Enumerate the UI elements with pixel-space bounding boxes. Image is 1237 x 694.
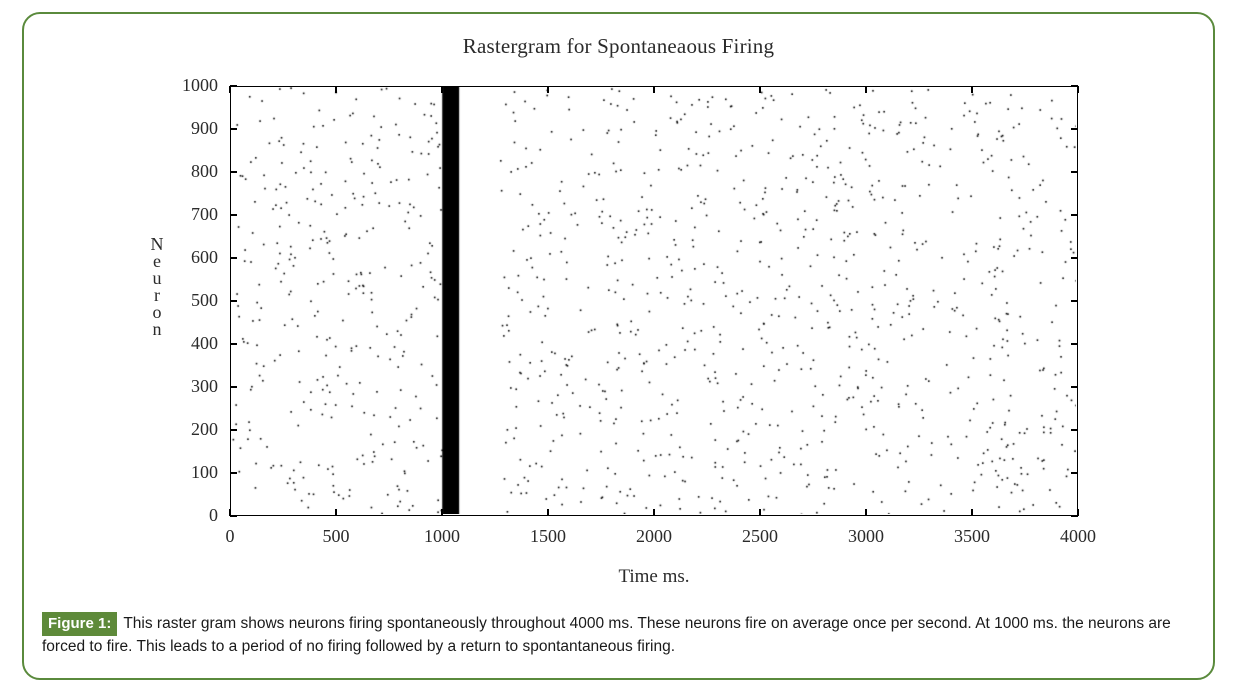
x-tick-label: 1500 xyxy=(530,526,566,546)
y-tick-mark xyxy=(230,343,237,345)
x-tick-mark-top xyxy=(759,86,761,93)
y-tick-label: 200 xyxy=(191,419,218,439)
x-tick-mark-top xyxy=(1077,86,1079,93)
y-tick-label: 800 xyxy=(191,161,218,181)
x-tick-mark xyxy=(971,509,973,516)
x-axis-label: Time ms. xyxy=(618,566,690,587)
x-tick-mark xyxy=(759,509,761,516)
y-tick-mark xyxy=(230,472,237,474)
y-tick-mark xyxy=(230,515,237,517)
x-tick-mark-top xyxy=(547,86,549,93)
x-tick-mark-top xyxy=(335,86,337,93)
y-tick-mark xyxy=(230,386,237,388)
y-tick-mark xyxy=(230,128,237,130)
x-tick-mark-top xyxy=(441,86,443,93)
y-tick-mark-right xyxy=(1071,171,1078,173)
x-tick-mark xyxy=(865,509,867,516)
x-tick-mark-top xyxy=(865,86,867,93)
y-axis-label-char: N xyxy=(150,234,164,254)
x-tick-label: 3000 xyxy=(848,526,884,546)
y-tick-label: 400 xyxy=(191,333,218,353)
y-axis-label-char: r xyxy=(154,285,160,306)
x-tick-label: 3500 xyxy=(954,526,990,546)
y-axis-label-char: e xyxy=(153,251,161,272)
x-tick-mark xyxy=(441,509,443,516)
y-axis-label-char: u xyxy=(152,268,162,289)
y-tick-label: 500 xyxy=(191,290,218,310)
y-tick-mark-right xyxy=(1071,343,1078,345)
y-tick-label: 100 xyxy=(191,462,218,482)
y-tick-label: 1000 xyxy=(182,75,218,95)
x-tick-mark xyxy=(335,509,337,516)
raster-scatter-canvas xyxy=(231,87,1076,514)
y-tick-mark xyxy=(230,85,237,87)
plot-area xyxy=(230,86,1078,516)
x-tick-label: 2000 xyxy=(636,526,672,546)
figure-label: Figure 1: xyxy=(42,612,117,636)
x-tick-mark xyxy=(1077,509,1079,516)
y-tick-mark-right xyxy=(1071,429,1078,431)
x-tick-mark xyxy=(229,509,231,516)
y-tick-mark xyxy=(230,300,237,302)
y-tick-label: 0 xyxy=(209,505,218,525)
y-tick-mark-right xyxy=(1071,472,1078,474)
y-axis-label-char: o xyxy=(152,302,162,323)
x-tick-mark xyxy=(653,509,655,516)
x-tick-label: 4000 xyxy=(1060,526,1096,546)
y-tick-label: 700 xyxy=(191,204,218,224)
y-tick-mark-right xyxy=(1071,128,1078,130)
y-tick-mark xyxy=(230,257,237,259)
y-tick-label: 300 xyxy=(191,376,218,396)
y-tick-mark-right xyxy=(1071,214,1078,216)
y-tick-mark xyxy=(230,429,237,431)
figure-card xyxy=(22,12,1215,680)
y-tick-label: 600 xyxy=(191,247,218,267)
x-tick-mark-top xyxy=(229,86,231,93)
x-tick-mark xyxy=(547,509,549,516)
chart-title: Rastergram for Spontaneaous Firing xyxy=(462,34,775,58)
y-tick-mark-right xyxy=(1071,257,1078,259)
x-tick-label: 2500 xyxy=(742,526,778,546)
y-tick-mark-right xyxy=(1071,300,1078,302)
y-tick-mark-right xyxy=(1071,386,1078,388)
y-tick-label: 900 xyxy=(191,118,218,138)
x-tick-mark-top xyxy=(653,86,655,93)
y-axis-label-char: n xyxy=(152,319,162,340)
x-tick-label: 0 xyxy=(225,526,235,546)
y-tick-mark xyxy=(230,171,237,173)
y-tick-mark xyxy=(230,214,237,216)
x-tick-mark-top xyxy=(971,86,973,93)
figure-caption xyxy=(42,612,1200,658)
x-tick-label: 1000 xyxy=(424,526,460,546)
x-tick-label: 500 xyxy=(322,526,350,546)
figure-caption-text: This raster gram shows neurons firing spontaneously throughout 4000 ms. These neurons fire on average once per second. At 1000 ms. the neurons are forced to fire. This leads to a period of no firing followed by a return to spontantaneous firing. xyxy=(42,615,1171,656)
